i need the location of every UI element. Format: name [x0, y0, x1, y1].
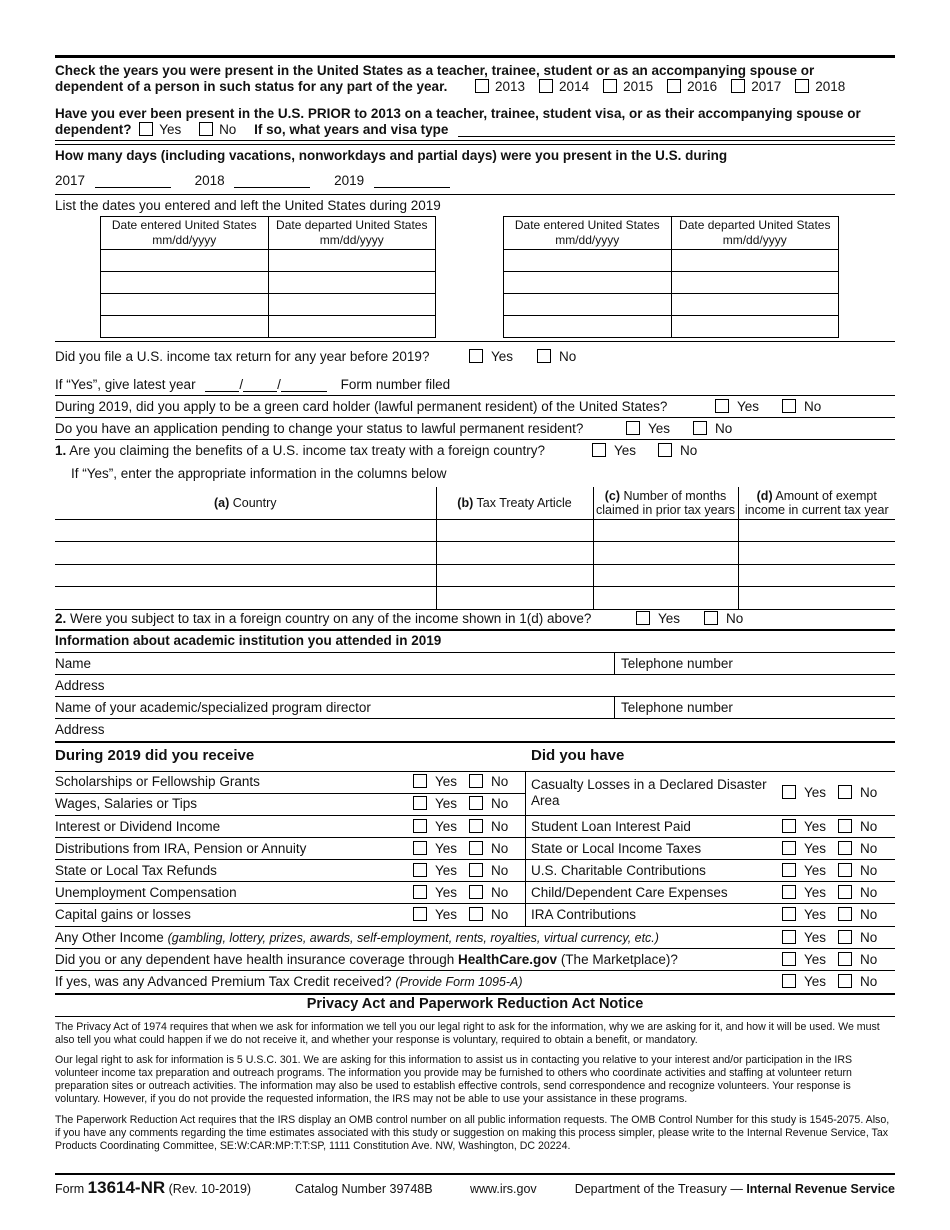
wages-no-checkbox[interactable]: No — [469, 796, 508, 811]
student-loan-yes-checkbox[interactable]: Yes — [782, 819, 826, 834]
foreign-tax-num: 2. — [55, 611, 67, 626]
divider — [55, 674, 895, 675]
dates-header-entered: Date entered United States mm/dd/yyyy — [101, 217, 269, 250]
slash: / — [239, 377, 244, 392]
ira-no-checkbox[interactable]: No — [838, 907, 877, 922]
distributions-no-checkbox[interactable]: No — [469, 841, 508, 856]
treaty-cell[interactable] — [593, 519, 738, 542]
receive-item-capital-gains: Capital gains or losses — [55, 907, 191, 922]
form-number: 13614-NR — [87, 1178, 166, 1197]
treaty-yes-checkbox[interactable]: Yes — [592, 443, 636, 458]
vdivider — [614, 652, 615, 674]
distributions-yes-checkbox[interactable]: Yes — [413, 841, 457, 856]
treaty-header-article: (b) Tax Treaty Article — [436, 487, 593, 519]
premium-row — [55, 974, 523, 989]
days-2017-field[interactable] — [95, 174, 171, 188]
divider — [55, 696, 895, 697]
treaty-question: Are you claiming the benefits of a U.S. income tax treaty with a foreign country? — [69, 443, 546, 458]
foreign-tax-no-checkbox[interactable]: No — [704, 611, 743, 626]
have-item-child-care: Child/Dependent Care Expenses — [531, 885, 728, 900]
treaty-cell[interactable] — [436, 519, 593, 542]
have-title: Did you have — [531, 747, 625, 764]
days-fields — [55, 173, 450, 188]
income-return-no-checkbox[interactable]: No — [537, 349, 576, 364]
scholarships-yes-checkbox[interactable]: Yes — [413, 774, 457, 789]
receive-item-distributions: Distributions from IRA, Pension or Annuity — [55, 841, 307, 856]
years-question-line1: Check the years you were present in the United States as a teacher, trainee, student or as an accompanying spouse or — [55, 63, 815, 78]
other-income-row — [55, 930, 659, 945]
year-2017-checkbox[interactable]: 2017 — [731, 79, 781, 94]
treaty-header-amount: (d) Amount of exempt income in current tax year — [738, 487, 895, 519]
year-2013-checkbox[interactable]: 2013 — [475, 79, 525, 94]
income-return-question: Did you file a U.S. income tax return for any year before 2019? — [55, 349, 430, 364]
prior-question-line1: Have you ever been present in the U.S. PRIOR to 2013 on a teacher, trainee, student visa, or as their accompanying spouse or — [55, 106, 861, 121]
healthcare-gov: HealthCare.gov — [458, 952, 558, 967]
academic-address2-label: Address — [55, 722, 105, 737]
privacy-p3: The Paperwork Reduction Act requires that the IRS display an OMB control number on all public information requests. The OMB Control Number for this study is 1545-2075. Also, if you have any comments regarding the time estimates associated with this study or suggestion on making this process simpler, please write to the Internal Revenue Service, Tax Products Coordinating Committee, SE:W:CAR:MP:T:T:SP, 1111 Constitution Ave. NW, Washington, DC 20224. — [55, 1114, 890, 1152]
coverage-text: Did you or any dependent have health insurance coverage through — [55, 952, 459, 967]
year-2015-checkbox[interactable]: 2015 — [603, 79, 653, 94]
casualty-no-checkbox[interactable]: No — [838, 785, 877, 800]
have-item-casualty: Casualty Losses in a Declared Disaster — [531, 777, 767, 792]
tax-refunds-no-checkbox[interactable]: No — [469, 863, 508, 878]
latest-year-field-3[interactable] — [281, 378, 327, 392]
date-cell[interactable] — [268, 294, 436, 316]
capital-gains-yes-checkbox[interactable]: Yes — [413, 907, 457, 922]
date-cell[interactable] — [671, 316, 839, 338]
date-cell[interactable] — [268, 316, 436, 338]
pending-yes-checkbox[interactable]: Yes — [626, 421, 670, 436]
pending-no-checkbox[interactable]: No — [693, 421, 732, 436]
treaty-cell[interactable] — [436, 542, 593, 565]
premium-detail: (Provide Form 1095-A) — [395, 975, 523, 989]
treaty-cell[interactable] — [593, 542, 738, 565]
prior-years-visa-field[interactable] — [458, 123, 895, 137]
date-cell[interactable] — [504, 272, 672, 294]
tax-refunds-yes-checkbox[interactable]: Yes — [413, 863, 457, 878]
other-income-no-checkbox[interactable]: No — [838, 930, 877, 945]
divider — [55, 341, 895, 342]
green-card-no-checkbox[interactable]: No — [782, 399, 821, 414]
year-2018-checkbox[interactable]: 2018 — [795, 79, 845, 94]
receive-item-unemployment: Unemployment Compensation — [55, 885, 237, 900]
have-item-student-loan: Student Loan Interest Paid — [531, 819, 691, 834]
table-row — [504, 316, 839, 338]
divider — [55, 439, 895, 440]
foreign-tax-yes-checkbox[interactable]: Yes — [636, 611, 680, 626]
receive-item-tax-refunds: State or Local Tax Refunds — [55, 863, 217, 878]
treaty-table — [55, 487, 895, 610]
state-taxes-no-checkbox[interactable]: No — [838, 841, 877, 856]
receive-item-interest: Interest or Dividend Income — [55, 819, 221, 834]
dates-table-right — [503, 216, 839, 338]
unemployment-no-checkbox[interactable]: No — [469, 885, 508, 900]
years-checkboxes — [475, 79, 845, 94]
interest-no-checkbox[interactable]: No — [469, 819, 508, 834]
top-rule — [55, 55, 895, 58]
interest-yes-checkbox[interactable]: Yes — [413, 819, 457, 834]
divider — [55, 652, 895, 653]
coverage-no-checkbox[interactable]: No — [838, 952, 877, 967]
privacy-p1: The Privacy Act of 1974 requires that when we ask for information we tell you our legal right to ask for the information, why we are asking for it, and how it will be used. We must also tell you what could happen if we do not receive it, and whether your response is voluntary, required to obtain a benefit, or mandatory. — [55, 1021, 880, 1046]
academic-title: Information about academic institution you attended in 2019 — [55, 633, 442, 648]
divider — [55, 859, 895, 860]
date-cell[interactable] — [101, 294, 269, 316]
form-number-label: Form number filed — [340, 377, 451, 392]
years-question-line2-row — [55, 79, 447, 94]
green-card-yes-checkbox[interactable]: Yes — [715, 399, 759, 414]
treaty-cell[interactable] — [55, 587, 436, 610]
divider — [55, 1173, 895, 1175]
slash: / — [277, 377, 281, 392]
date-cell[interactable] — [671, 250, 839, 272]
latest-year-label: If “Yes”, give latest year — [55, 377, 196, 392]
latest-year-field-1[interactable] — [205, 378, 239, 392]
divider — [55, 194, 895, 195]
scholarships-no-checkbox[interactable]: No — [469, 774, 508, 789]
divider — [55, 395, 895, 396]
dates-header-entered: Date entered United States mm/dd/yyyy — [504, 217, 672, 250]
treaty-cell[interactable] — [738, 587, 895, 610]
divider — [55, 926, 895, 927]
date-cell[interactable] — [671, 272, 839, 294]
table-row — [101, 294, 436, 316]
footer-dept: Department of the Treasury — Internal Revenue Service — [574, 1182, 895, 1196]
treaty-cell[interactable] — [55, 542, 436, 565]
divider — [55, 140, 895, 141]
dates-header-departed: Date departed United States mm/dd/yyyy — [268, 217, 436, 250]
footer-catalog: Catalog Number 39748B — [295, 1182, 433, 1196]
casualty-yes-checkbox[interactable]: Yes — [782, 785, 826, 800]
footer-website[interactable]: www.irs.gov — [470, 1182, 537, 1196]
have-item-charitable: U.S. Charitable Contributions — [531, 863, 706, 878]
green-card-question: During 2019, did you apply to be a green card holder (lawful permanent resident) of the United States? — [55, 399, 668, 414]
treaty-num: 1. — [55, 443, 67, 458]
academic-telephone-label: Telephone number — [621, 656, 733, 671]
table-row — [101, 250, 436, 272]
divider — [55, 903, 895, 904]
charitable-yes-checkbox[interactable]: Yes — [782, 863, 826, 878]
treaty-header-country: (a) Country — [55, 487, 436, 519]
divider — [55, 629, 895, 631]
other-income-yes-checkbox[interactable]: Yes — [782, 930, 826, 945]
treaty-cell[interactable] — [738, 519, 895, 542]
divider — [55, 837, 895, 838]
coverage-row — [55, 952, 678, 967]
treaty-cell[interactable] — [436, 587, 593, 610]
table-row — [504, 272, 839, 294]
treaty-no-checkbox[interactable]: No — [658, 443, 697, 458]
days-question: How many days (including vacations, nonworkdays and partial days) were you present in the U.S. during — [55, 148, 728, 163]
divider — [55, 948, 895, 949]
receive-item-scholarships: Scholarships or Fellowship Grants — [55, 774, 260, 789]
date-cell[interactable] — [101, 250, 269, 272]
unemployment-yes-checkbox[interactable]: Yes — [413, 885, 457, 900]
foreign-tax-row — [55, 611, 591, 626]
charitable-no-checkbox[interactable]: No — [838, 863, 877, 878]
prior-if-so-label: If so, what years and visa type — [254, 122, 449, 137]
days-2019-field[interactable] — [374, 174, 450, 188]
have-item-state-taxes: State or Local Income Taxes — [531, 841, 702, 856]
divider — [55, 1016, 895, 1017]
prior-question-line2-row — [55, 122, 895, 137]
pending-question: Do you have an application pending to change your status to lawful permanent resident? — [55, 421, 584, 436]
table-row — [504, 250, 839, 272]
latest-year-field-2[interactable] — [243, 378, 277, 392]
treaty-cell[interactable] — [436, 564, 593, 587]
treaty-cell[interactable] — [593, 587, 738, 610]
other-income-label: Any Other Income — [55, 930, 164, 945]
treaty-header-months: (c) Number of months claimed in prior tax years — [593, 487, 738, 519]
child-care-no-checkbox[interactable]: No — [838, 885, 877, 900]
year-2014-checkbox[interactable]: 2014 — [539, 79, 589, 94]
dates-table-left — [100, 216, 436, 338]
divider — [55, 144, 895, 145]
divider — [55, 881, 895, 882]
days-2018-field[interactable] — [234, 174, 310, 188]
student-loan-no-checkbox[interactable]: No — [838, 819, 877, 834]
treaty-cell[interactable] — [738, 542, 895, 565]
treaty-cell[interactable] — [738, 564, 895, 587]
premium-no-checkbox[interactable]: No — [838, 974, 877, 989]
latest-year-row — [55, 377, 450, 392]
treaty-cell[interactable] — [55, 564, 436, 587]
academic-address-label: Address — [55, 678, 105, 693]
days-2017-label: 2017 — [55, 173, 86, 188]
date-cell[interactable] — [101, 316, 269, 338]
have-item-ira: IRA Contributions — [531, 907, 637, 922]
table-row — [55, 564, 895, 587]
premium-yes-checkbox[interactable]: Yes — [782, 974, 826, 989]
privacy-p2: Our legal right to ask for information is 5 U.S.C. 301. We are asking for this information to assist us in contacting you relative to your interest and/or participation in the IRS volunteer income tax preparation and outreach programs. The information you provide may be furnished to others who coordinate activities and staffing at volunteer return preparation sites or outreach activities. The information may also be used to establish effective controls, send correspondence and recognize volunteers. Your response is voluntary. However, if you do not provide the requested information, the IRS may not be able to use your assistance in these programs. — [55, 1054, 853, 1105]
year-2016-checkbox[interactable]: 2016 — [667, 79, 717, 94]
capital-gains-no-checkbox[interactable]: No — [469, 907, 508, 922]
premium-label: If yes, was any Advanced Premium Tax Credit received? — [55, 974, 392, 989]
child-care-yes-checkbox[interactable]: Yes — [782, 885, 826, 900]
coverage-yes-checkbox[interactable]: Yes — [782, 952, 826, 967]
table-row — [55, 519, 895, 542]
treaty-cell[interactable] — [593, 564, 738, 587]
date-cell[interactable] — [504, 294, 672, 316]
table-row — [55, 542, 895, 565]
dates-header-departed: Date departed United States mm/dd/yyyy — [671, 217, 839, 250]
income-return-yes-checkbox[interactable]: Yes — [469, 349, 513, 364]
table-row — [101, 272, 436, 294]
prior-no-checkbox[interactable]: No — [199, 122, 236, 137]
academic-director-label: Name of your academic/specialized program director — [55, 700, 371, 715]
treaty-cell[interactable] — [55, 519, 436, 542]
vdivider — [614, 696, 615, 718]
wages-yes-checkbox[interactable]: Yes — [413, 796, 457, 811]
divider — [55, 771, 895, 772]
table-row — [101, 316, 436, 338]
divider — [55, 970, 895, 971]
divider — [55, 741, 895, 743]
divider — [55, 718, 895, 719]
receive-item-wages: Wages, Salaries or Tips — [55, 796, 198, 811]
ira-yes-checkbox[interactable]: Yes — [782, 907, 826, 922]
divider — [55, 815, 895, 816]
date-cell[interactable] — [504, 250, 672, 272]
days-2018-label: 2018 — [194, 173, 225, 188]
state-taxes-yes-checkbox[interactable]: Yes — [782, 841, 826, 856]
date-cell[interactable] — [671, 294, 839, 316]
years-question-line2: dependent of a person in such status for any part of the year. — [55, 79, 448, 94]
privacy-title: Privacy Act and Paperwork Reduction Act Notice — [306, 996, 644, 1012]
coverage-text-2: (The Marketplace)? — [557, 952, 678, 967]
days-2019-label: 2019 — [334, 173, 365, 188]
divider — [55, 417, 895, 418]
prior-question-line2: dependent? — [55, 122, 132, 137]
date-cell[interactable] — [268, 272, 436, 294]
date-cell[interactable] — [101, 272, 269, 294]
treaty-instruction: If “Yes”, enter the appropriate information in the columns below — [71, 466, 447, 481]
receive-title: During 2019 did you receive — [55, 747, 255, 764]
other-income-detail: (gambling, lottery, prizes, awards, self-employment, rents, royalties, virtual currency, etc.) — [167, 931, 659, 945]
table-row — [55, 587, 895, 610]
divider — [55, 993, 895, 995]
have-item-casualty-area: Area — [531, 793, 560, 808]
divider — [55, 793, 525, 794]
academic-telephone2-label: Telephone number — [621, 700, 733, 715]
date-cell[interactable] — [504, 316, 672, 338]
treaty-question-row — [55, 443, 545, 458]
prior-yes-checkbox[interactable]: Yes — [139, 122, 181, 137]
table-row — [504, 294, 839, 316]
foreign-tax-question: Were you subject to tax in a foreign country on any of the income shown in 1(d) above? — [70, 611, 592, 626]
footer-form: Form 13614-NR (Rev. 10-2019) — [55, 1178, 252, 1197]
date-cell[interactable] — [268, 250, 436, 272]
academic-name-label: Name — [55, 656, 92, 671]
dates-label: List the dates you entered and left the United States during 2019 — [55, 198, 441, 213]
